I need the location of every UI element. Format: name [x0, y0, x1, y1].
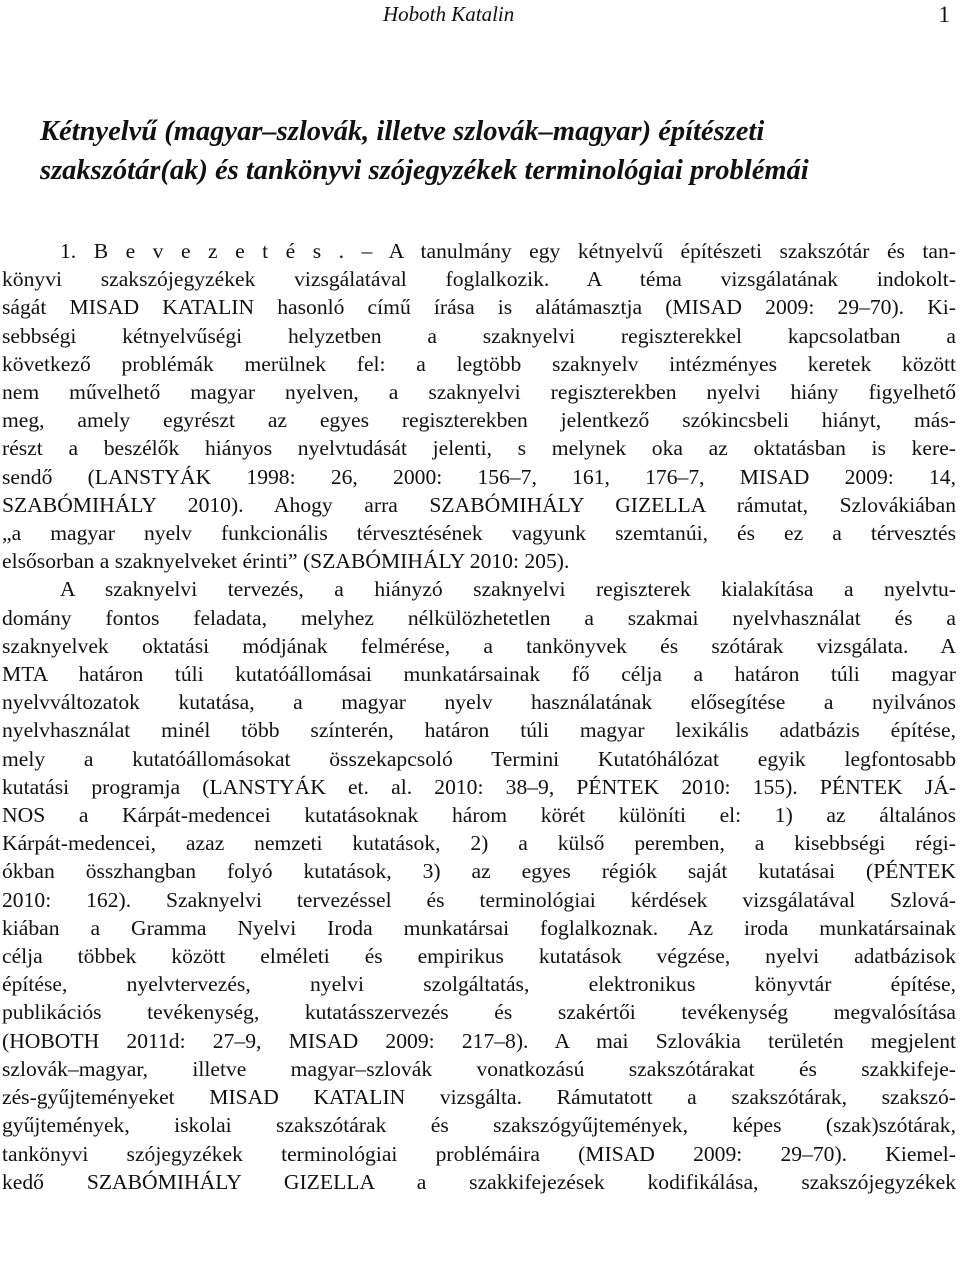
- body-line: 2010: 162). Szaknyelvi tervezéssel és terminológiai kérdések vizsgálatával Szlová-: [2, 887, 956, 912]
- body-line: részt a beszélők hiányos nyelvtudását jelenti, s melynek oka az oktatásban is kere-: [2, 436, 956, 461]
- body-line: célja többek között elméleti és empirikus kutatások végzése, nyelvi adatbázisok: [2, 944, 956, 969]
- article-body: [2, 237, 956, 1196]
- body-line: gyűjtemények, iskolai szakszótárak és szakszógyűjtemények, képes (szak)szótárak,: [2, 1113, 956, 1138]
- body-line: ságát MISAD KATALIN hasonló című írása is alátámasztja (MISAD 2009: 29–70). Ki-: [2, 295, 956, 320]
- page-number: 1: [938, 2, 950, 27]
- running-header-author: Hoboth Katalin: [383, 2, 515, 26]
- body-line: ókban összhangban folyó kutatások, 3) az egyes régiók saját kutatásai (PÉNTEK: [2, 859, 956, 884]
- body-line: könyvi szakszójegyzékek vizsgálatával foglalkozik. A téma vizsgálatának indokolt-: [2, 267, 956, 292]
- body-line: publikációs tevékenység, kutatásszervezés és szakértői tevékenység megvalósítása: [2, 1000, 956, 1025]
- body-line: nem művelhető magyar nyelven, a szaknyelvi regiszterekben nyelvi hiány figyelhető: [2, 380, 956, 405]
- body-line: kedő SZABÓMIHÁLY GIZELLA a szakkifejezések kodifikálása, szakszójegyzékek: [2, 1169, 956, 1194]
- article-title: [40, 112, 940, 190]
- body-line: NOS a Kárpát-medencei kutatásoknak három körét különíti el: 1) az általános: [2, 803, 956, 828]
- body-line: elsősorban a szaknyelveket érinti” (SZABÓMIHÁLY 2010: 205).: [2, 549, 570, 574]
- body-line: mely a kutatóállomásokat összekapcsoló Termini Kutatóhálózat egyik legfontosabb: [2, 746, 956, 771]
- body-line: szaknyelvek oktatási módjának felmérése, a tankönyvek és szótárak vizsgálata. A: [2, 633, 956, 658]
- body-line: A szaknyelvi tervezés, a hiányzó szaknyelvi regiszterek kialakítása a nyelvtu-: [60, 577, 956, 602]
- body-line: zés-gyűjteményeket MISAD KATALIN vizsgálta. Rámutatott a szakszótárak, szakszó-: [2, 1085, 956, 1110]
- body-line: „a magyar nyelv funkcionális térvesztésének vagyunk szemtanúi, és ez a térvesztés: [2, 521, 956, 546]
- body-line: 1. B e v e z e t é s . – A tanulmány egy kétnyelvű építészeti szakszótár és tan-: [60, 239, 956, 263]
- body-line: nyelvváltozatok kutatása, a magyar nyelv használatának elősegítése a nyilvános: [2, 690, 956, 715]
- body-line: SZABÓMIHÁLY 2010). Ahogy arra SZABÓMIHÁLY GIZELLA rámutat, Szlovákiában: [2, 492, 956, 517]
- body-line: sebbségi kétnyelvűségi helyzetben a szaknyelvi regiszterekkel kapcsolatban a: [2, 323, 956, 348]
- body-line: MTA határon túli kutatóállomásai munkatársainak fő célja a határon túli magyar: [2, 662, 956, 687]
- body-line: (HOBOTH 2011d: 27–9, MISAD 2009: 217–8). A mai Szlovákia területén megjelent: [2, 1028, 956, 1053]
- body-line: következő problémák merülnek fel: a legtöbb szaknyelv intézményes keretek között: [2, 351, 956, 376]
- body-line: tankönyvi szójegyzékek terminológiai problémáira (MISAD 2009: 29–70). Kiemel-: [2, 1141, 956, 1166]
- body-line: építése, nyelvtervezés, nyelvi szolgáltatás, elektronikus könyvtár építése,: [2, 972, 956, 997]
- title-line: Kétnyelvű (magyar–szlovák, illetve szlovák–magyar) építészeti: [40, 116, 765, 147]
- body-line: sendő (LANSTYÁK 1998: 26, 2000: 156–7, 161, 176–7, MISAD 2009: 14,: [2, 464, 956, 489]
- body-line: Kárpát-medencei, azaz nemzeti kutatások, 2) a külső peremben, a kisebbségi régi-: [2, 831, 956, 856]
- body-line: kutatási programja (LANSTYÁK et. al. 2010: 38–9, PÉNTEK 2010: 155). PÉNTEK JÁ-: [2, 774, 956, 799]
- body-line: kiában a Gramma Nyelvi Iroda munkatársai foglalkoznak. Az iroda munkatársainak: [2, 915, 956, 940]
- body-line: szlovák–magyar, illetve magyar–szlovák vonatkozású szakszótárakat és szakkifeje-: [2, 1056, 956, 1081]
- title-line: szakszótár(ak) és tankönyvi szójegyzékek terminológiai problémái: [40, 155, 809, 186]
- body-line: meg, amely egyrészt az egyes regiszterekben jelentkező szókincsbeli hiányt, más-: [2, 408, 956, 433]
- body-line: domány fontos feladata, melyhez nélkülözhetetlen a szakmai nyelvhasználat és a: [2, 605, 956, 630]
- body-line: nyelvhasználat minél több színterén, határon túli magyar lexikális adatbázis építése,: [2, 718, 956, 743]
